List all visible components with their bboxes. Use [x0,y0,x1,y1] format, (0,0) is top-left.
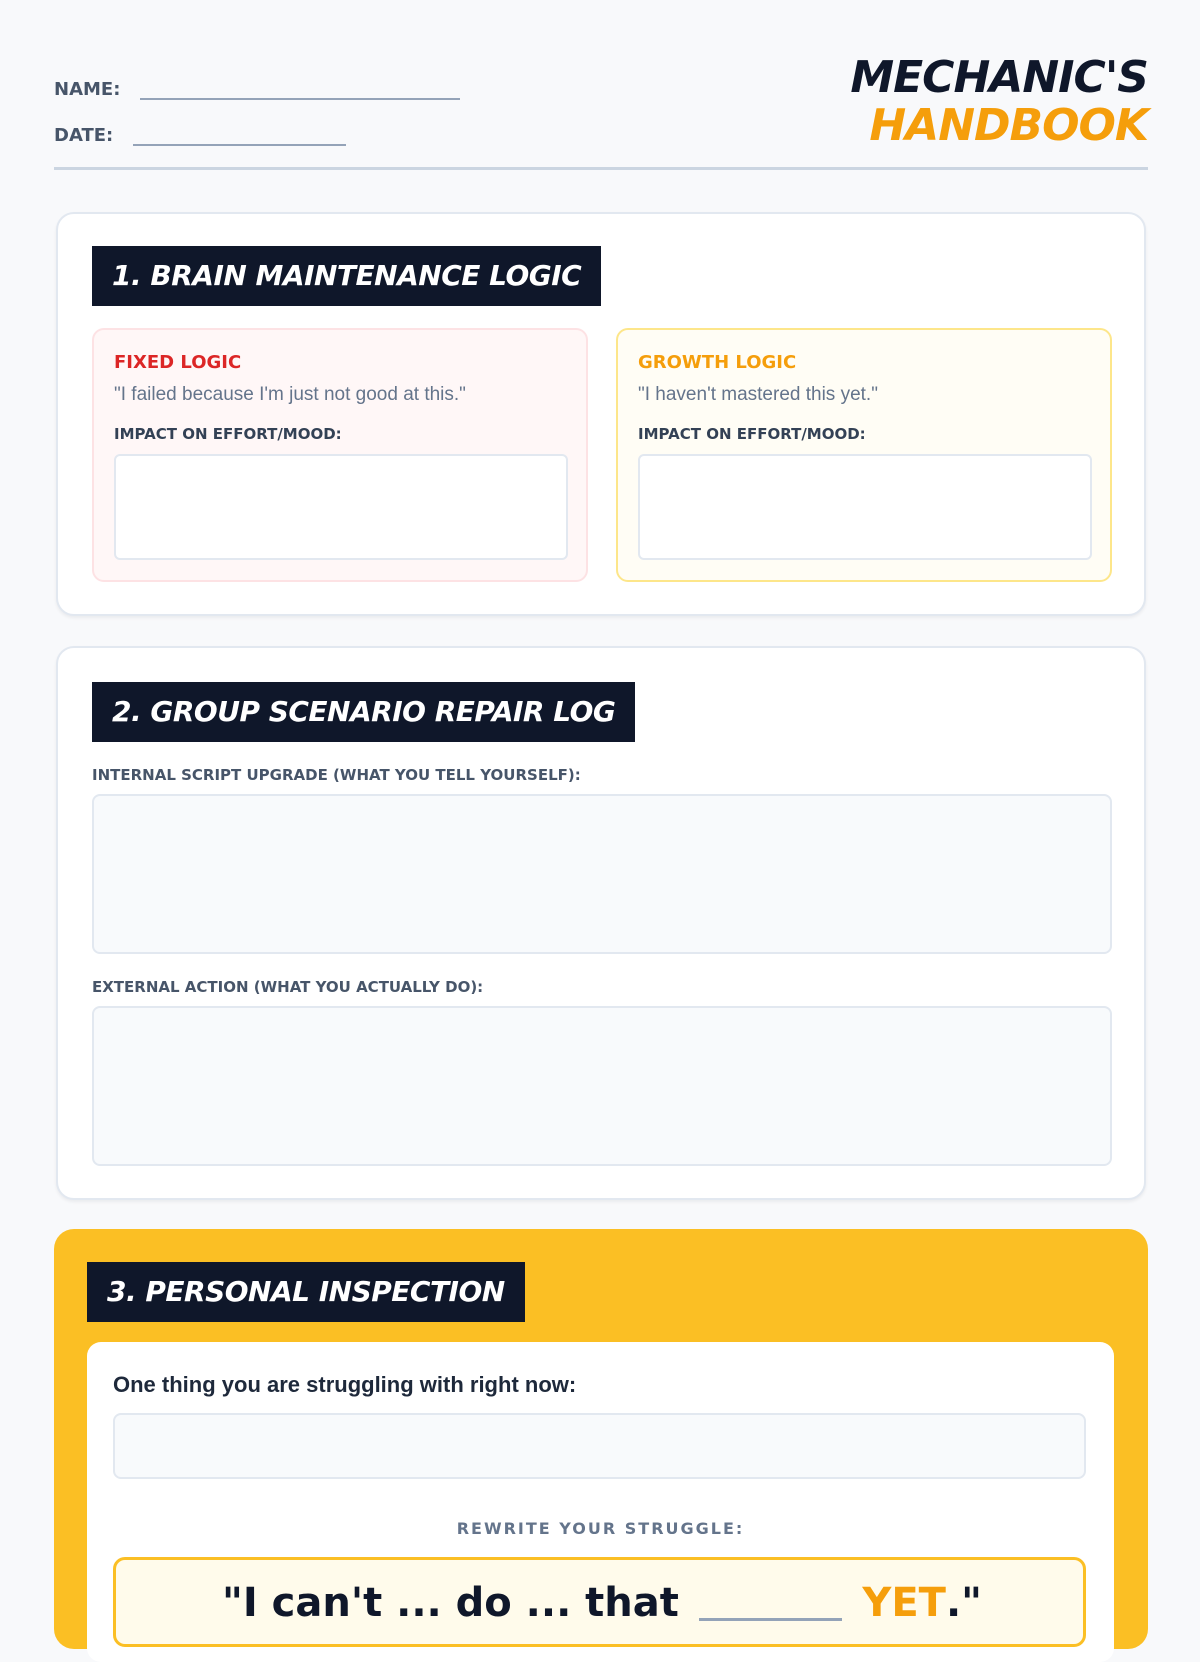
fixed-logic-quote: "I failed because I'm just not good at this." [114,384,466,405]
rewrite-sentence [222,1580,982,1626]
growth-impact-input[interactable] [638,454,1092,560]
rewrite-suffix: ." [945,1580,982,1626]
struggle-question: One thing you are struggling with right now: [113,1372,577,1397]
growth-logic-box [616,328,1112,582]
fixed-logic-box [92,328,588,582]
external-action-input[interactable] [92,1006,1112,1166]
date-label: DATE: [54,125,114,146]
internal-script-label: INTERNAL SCRIPT UPGRADE (WHAT YOU TELL YOURSELF): [92,766,581,784]
rewrite-label: REWRITE YOUR STRUGGLE: [456,1519,745,1538]
external-action-label: EXTERNAL ACTION (WHAT YOU ACTUALLY DO): [92,978,484,996]
fixed-impact-label: IMPACT ON EFFORT/MOOD: [114,425,342,443]
name-input-line[interactable] [140,78,460,100]
growth-logic-heading: GROWTH LOGIC [638,352,797,373]
internal-script-input[interactable] [92,794,1112,954]
rewrite-box[interactable] [113,1557,1086,1647]
handbook-title [850,54,1148,150]
rewrite-yet: YET [862,1580,946,1626]
rewrite-blank[interactable] [699,1585,842,1621]
handbook-title-line2: HANDBOOK [869,100,1148,151]
section-2-title: 2. GROUP SCENARIO REPAIR LOG [92,682,635,742]
inspection-panel [87,1342,1114,1662]
struggle-input[interactable] [113,1413,1086,1479]
name-label: NAME: [54,79,121,100]
name-field [54,78,460,100]
fixed-impact-input[interactable] [114,454,568,560]
rewrite-prefix: "I can't ... do ... that [222,1580,679,1626]
handbook-title-line1: MECHANIC'S [850,52,1148,103]
page-header [54,50,1148,170]
growth-impact-label: IMPACT ON EFFORT/MOOD: [638,425,866,443]
growth-logic-quote: "I haven't mastered this yet." [638,384,878,405]
section-brain-maintenance [56,212,1146,616]
section-personal-inspection [54,1229,1148,1649]
date-input-line[interactable] [133,124,346,146]
fixed-logic-heading: FIXED LOGIC [114,352,242,373]
date-field [54,124,346,146]
section-1-title: 1. BRAIN MAINTENANCE LOGIC [92,246,601,306]
section-group-scenario [56,646,1146,1200]
section-3-title: 3. PERSONAL INSPECTION [87,1262,525,1322]
